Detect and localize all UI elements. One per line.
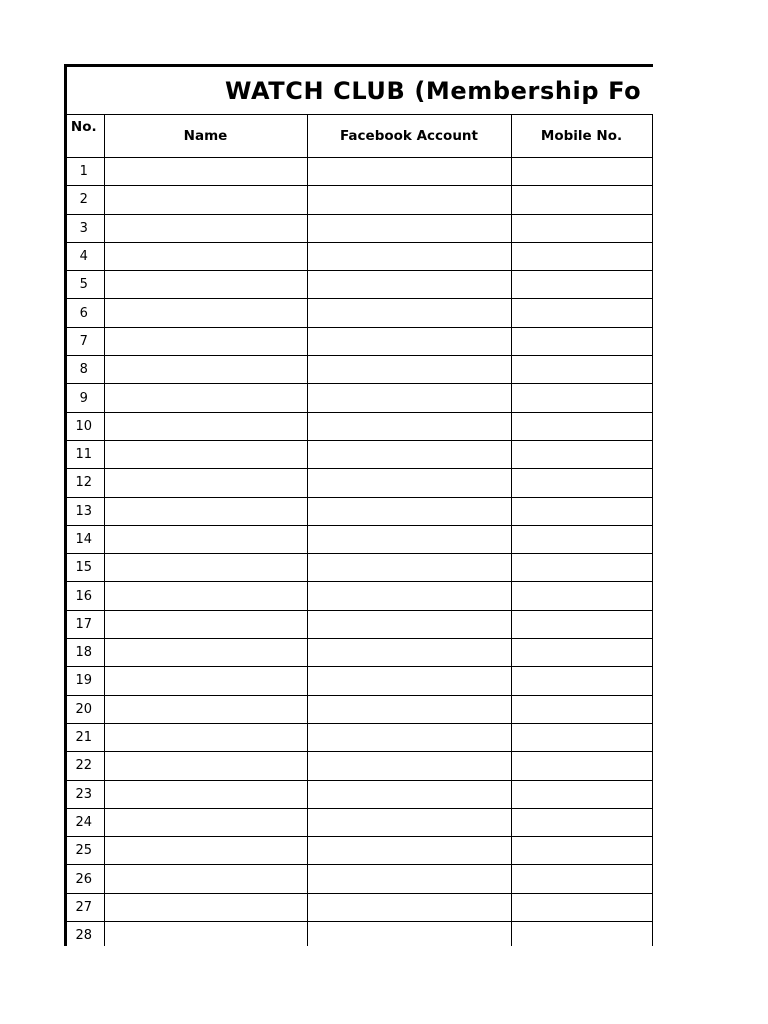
row-number: 13 [64,497,104,525]
mobile-no-cell[interactable] [511,327,652,355]
facebook-account-cell[interactable] [307,610,511,638]
mobile-no-cell[interactable] [511,186,652,214]
row-number: 24 [64,808,104,836]
cut-off-cell [652,271,653,299]
name-cell[interactable] [104,837,307,865]
row-number: 11 [64,440,104,468]
name-cell[interactable] [104,271,307,299]
facebook-account-cell[interactable] [307,723,511,751]
facebook-account-cell[interactable] [307,327,511,355]
name-cell[interactable] [104,865,307,893]
name-cell[interactable] [104,610,307,638]
facebook-account-cell[interactable] [307,384,511,412]
facebook-account-cell[interactable] [307,752,511,780]
cut-off-cell [652,837,653,865]
mobile-no-cell[interactable] [511,412,652,440]
table-row [64,780,653,808]
facebook-account-cell[interactable] [307,554,511,582]
cut-off-cell [652,469,653,497]
cut-off-cell [652,582,653,610]
row-number: 22 [64,752,104,780]
table-row [64,186,653,214]
cut-off-cell [652,327,653,355]
row-number: 2 [64,186,104,214]
mobile-no-cell[interactable] [511,384,652,412]
table-row [64,695,653,723]
header-mobile-no: Mobile No. [511,115,652,158]
facebook-account-cell[interactable] [307,242,511,270]
name-cell[interactable] [104,384,307,412]
table-row [64,865,653,893]
row-number: 10 [64,412,104,440]
facebook-account-cell[interactable] [307,412,511,440]
facebook-account-cell[interactable] [307,695,511,723]
title-row [67,67,653,114]
name-cell[interactable] [104,752,307,780]
name-cell[interactable] [104,525,307,553]
cut-off-cell [652,440,653,468]
facebook-account-cell[interactable] [307,497,511,525]
facebook-account-cell[interactable] [307,893,511,921]
cut-off-cell [652,893,653,921]
table-row [64,582,653,610]
facebook-account-cell[interactable] [307,639,511,667]
cut-off-cell [652,214,653,242]
cut-off-cell [652,356,653,384]
membership-form-sheet [64,64,653,946]
table-row [64,412,653,440]
table-row [64,158,653,186]
row-number: 12 [64,469,104,497]
mobile-no-cell[interactable] [511,639,652,667]
name-cell[interactable] [104,667,307,695]
row-number: 16 [64,582,104,610]
header-name: Name [104,115,307,158]
facebook-account-cell[interactable] [307,525,511,553]
table-row [64,299,653,327]
cut-off-cell [652,752,653,780]
name-cell[interactable] [104,893,307,921]
mobile-no-cell[interactable] [511,214,652,242]
row-number: 20 [64,695,104,723]
facebook-account-cell[interactable] [307,667,511,695]
cut-off-cell [652,497,653,525]
mobile-no-cell[interactable] [511,525,652,553]
form-title: WATCH CLUB (Membership Fo [225,77,642,105]
mobile-no-cell[interactable] [511,356,652,384]
table-row [64,837,653,865]
table-row [64,356,653,384]
name-cell[interactable] [104,186,307,214]
row-number: 9 [64,384,104,412]
cut-off-cell [652,667,653,695]
mobile-no-cell[interactable] [511,158,652,186]
table-row [64,469,653,497]
cut-off-cell [652,158,653,186]
table-row [64,384,653,412]
row-number: 1 [64,158,104,186]
name-cell[interactable] [104,582,307,610]
name-cell[interactable] [104,440,307,468]
name-cell[interactable] [104,158,307,186]
table-body [64,158,653,947]
cut-off-cell [652,865,653,893]
name-cell[interactable] [104,780,307,808]
row-number: 4 [64,242,104,270]
facebook-account-cell[interactable] [307,582,511,610]
facebook-account-cell[interactable] [307,214,511,242]
table-row [64,893,653,921]
mobile-no-cell[interactable] [511,299,652,327]
cut-off-cell [652,723,653,751]
row-number: 26 [64,865,104,893]
facebook-account-cell[interactable] [307,922,511,946]
name-cell[interactable] [104,922,307,946]
name-cell[interactable] [104,356,307,384]
name-cell[interactable] [104,299,307,327]
facebook-account-cell[interactable] [307,299,511,327]
table-row [64,440,653,468]
header-facebook-account: Facebook Account [307,115,511,158]
row-number: 21 [64,723,104,751]
name-cell[interactable] [104,214,307,242]
row-number: 23 [64,780,104,808]
facebook-account-cell[interactable] [307,808,511,836]
cut-off-cell [652,808,653,836]
name-cell[interactable] [104,412,307,440]
cut-off-cell [652,695,653,723]
table-row [64,327,653,355]
mobile-no-cell[interactable] [511,242,652,270]
cut-off-cell [652,299,653,327]
membership-table [64,114,653,946]
mobile-no-cell[interactable] [511,667,652,695]
facebook-account-cell[interactable] [307,865,511,893]
row-number: 27 [64,893,104,921]
facebook-account-cell[interactable] [307,186,511,214]
mobile-no-cell[interactable] [511,469,652,497]
mobile-no-cell[interactable] [511,554,652,582]
mobile-no-cell[interactable] [511,865,652,893]
table-row [64,497,653,525]
facebook-account-cell[interactable] [307,356,511,384]
cut-off-cell [652,525,653,553]
table-row [64,922,653,946]
mobile-no-cell[interactable] [511,582,652,610]
cut-off-cell [652,412,653,440]
facebook-account-cell[interactable] [307,271,511,299]
table-row [64,610,653,638]
mobile-no-cell[interactable] [511,723,652,751]
mobile-no-cell[interactable] [511,271,652,299]
table-row [64,525,653,553]
mobile-no-cell[interactable] [511,808,652,836]
header-cut-off [652,115,653,158]
table-row [64,639,653,667]
row-number: 14 [64,525,104,553]
row-number: 18 [64,639,104,667]
table-row [64,242,653,270]
name-cell[interactable] [104,695,307,723]
row-number: 15 [64,554,104,582]
cut-off-cell [652,610,653,638]
facebook-account-cell[interactable] [307,780,511,808]
row-number: 6 [64,299,104,327]
mobile-no-cell[interactable] [511,922,652,946]
name-cell[interactable] [104,554,307,582]
table-row [64,214,653,242]
name-cell[interactable] [104,497,307,525]
facebook-account-cell[interactable] [307,837,511,865]
row-number: 28 [64,922,104,946]
table-row [64,723,653,751]
table-row [64,752,653,780]
cut-off-cell [652,639,653,667]
mobile-no-cell[interactable] [511,695,652,723]
row-number: 3 [64,214,104,242]
name-cell[interactable] [104,242,307,270]
row-number: 19 [64,667,104,695]
name-cell[interactable] [104,469,307,497]
cut-off-cell [652,554,653,582]
row-number: 8 [64,356,104,384]
cut-off-cell [652,242,653,270]
cut-off-cell [652,780,653,808]
row-number: 17 [64,610,104,638]
cut-off-cell [652,384,653,412]
facebook-account-cell[interactable] [307,469,511,497]
facebook-account-cell[interactable] [307,158,511,186]
cut-off-cell [652,186,653,214]
mobile-no-cell[interactable] [511,497,652,525]
row-number: 25 [64,837,104,865]
mobile-no-cell[interactable] [511,440,652,468]
table-row [64,667,653,695]
cut-off-cell [652,922,653,946]
header-row [64,115,653,158]
mobile-no-cell[interactable] [511,837,652,865]
table-row [64,554,653,582]
mobile-no-cell[interactable] [511,780,652,808]
row-number: 5 [64,271,104,299]
name-cell[interactable] [104,327,307,355]
name-cell[interactable] [104,639,307,667]
header-no: No. [64,115,104,158]
facebook-account-cell[interactable] [307,440,511,468]
mobile-no-cell[interactable] [511,893,652,921]
table-row [64,271,653,299]
table-row [64,808,653,836]
mobile-no-cell[interactable] [511,752,652,780]
mobile-no-cell[interactable] [511,610,652,638]
row-number: 7 [64,327,104,355]
name-cell[interactable] [104,723,307,751]
name-cell[interactable] [104,808,307,836]
